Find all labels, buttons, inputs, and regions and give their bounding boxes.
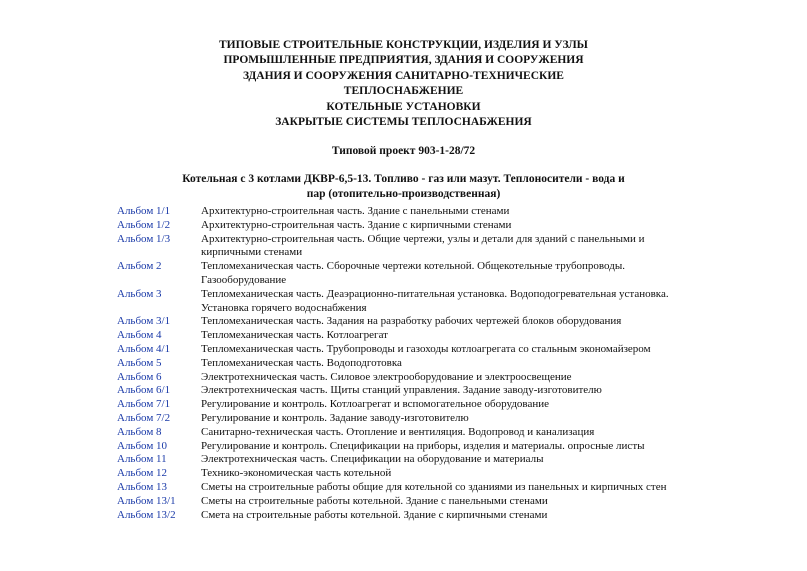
album-description-line: Регулирование и контроль. Задание заводу-изготовителю — [201, 411, 469, 424]
project-title-line: пар (отопительно-производственная) — [306, 187, 501, 200]
album-link[interactable]: Альбом 1/2 — [117, 218, 171, 231]
album-description-line: Тепломеханическая часть. Водоподготовка — [201, 356, 402, 369]
album-link[interactable]: Альбом 11 — [117, 453, 167, 466]
album-description-line: Тепломеханическая часть. Задания на разработку рабочих чертежей блоков оборудования — [201, 315, 622, 328]
album-row — [117, 384, 677, 398]
album-link[interactable]: Альбом 1/3 — [117, 232, 171, 245]
album-row — [117, 509, 677, 523]
project-title — [0, 172, 807, 201]
album-description — [201, 288, 677, 316]
album-description — [201, 329, 677, 343]
heading-line: ПРОМЫШЛЕННЫЕ ПРЕДПРИЯТИЯ, ЗДАНИЯ И СООРУЖЕНИЯ — [223, 54, 584, 67]
album-description — [201, 481, 677, 495]
album-description-line: Архитектурно-строительная часть. Общие чертежи, узлы и детали для зданий с панельными и — [201, 232, 645, 245]
album-row — [117, 315, 677, 329]
project-title-line: Котельная с 3 котлами ДКВР-6,5-13. Топливо - газ или мазут. Теплоносители - вода и — [182, 173, 625, 185]
album-row — [117, 371, 677, 385]
album-link[interactable]: Альбом 12 — [117, 467, 168, 480]
album-row — [117, 453, 677, 467]
album-description — [201, 205, 677, 219]
album-row — [117, 219, 677, 233]
album-description — [201, 357, 677, 371]
album-link[interactable]: Альбом 13/1 — [117, 494, 176, 507]
album-description-line: Установка горячего водоснабжения — [201, 301, 367, 314]
album-link[interactable]: Альбом 3/1 — [117, 315, 171, 328]
album-row — [117, 205, 677, 219]
album-link[interactable]: Альбом 6/1 — [117, 384, 171, 397]
album-link[interactable]: Альбом 6 — [117, 370, 162, 383]
album-description-line: Смета на строительные работы котельной. Здание с кирпичными стенами — [201, 508, 548, 521]
album-description-line: Электротехническая часть. Щиты станций управления. Задание заводу-изготовителю — [201, 384, 602, 397]
album-list — [117, 205, 677, 522]
album-description — [201, 233, 677, 261]
document-heading — [0, 38, 807, 130]
heading-line: ТЕПЛОСНАБЖЕНИЕ — [343, 85, 464, 98]
album-description — [201, 495, 677, 509]
album-description — [201, 509, 677, 523]
album-description — [201, 453, 677, 467]
album-description — [201, 384, 677, 398]
album-description — [201, 467, 677, 481]
album-description-line: Электротехническая часть. Силовое электрооборудование и электроосвещение — [201, 370, 572, 383]
album-description-line: Санитарно-техническая часть. Отопление и вентиляция. Водопровод и канализация — [201, 425, 595, 438]
heading-line: ТИПОВЫЕ СТРОИТЕЛЬНЫЕ КОНСТРУКЦИИ, ИЗДЕЛИЯ И УЗЛЫ — [219, 39, 588, 51]
album-description — [201, 315, 677, 329]
album-link[interactable]: Альбом 5 — [117, 356, 162, 369]
album-description-line: Архитектурно-строительная часть. Здание с панельными стенами — [201, 205, 510, 217]
album-link[interactable]: Альбом 13 — [117, 480, 168, 493]
heading-line: ЗДАНИЯ И СООРУЖЕНИЯ САНИТАРНО-ТЕХНИЧЕСКИЕ — [243, 69, 564, 82]
album-link[interactable]: Альбом 8 — [117, 425, 162, 438]
album-row — [117, 412, 677, 426]
album-row — [117, 467, 677, 481]
album-link[interactable]: Альбом 13/2 — [117, 508, 176, 521]
album-description-line: Регулирование и контроль. Котлоагрегат и вспомогательное оборудование — [201, 398, 550, 411]
album-description — [201, 412, 677, 426]
album-row — [117, 357, 677, 371]
album-description-line: Тепломеханическая часть. Сборочные чертежи котельной. Общекотельные трубопроводы. — [201, 260, 625, 273]
album-description — [201, 260, 677, 288]
album-link[interactable]: Альбом 2 — [117, 260, 162, 273]
album-description-line: Тепломеханическая часть. Деаэрационно-питательная установка. Водоподогревательная установка. — [201, 287, 669, 300]
album-description-line: кирпичными стенами — [201, 246, 303, 259]
project-number: Типовой проект 903-1-28/72 — [331, 145, 476, 157]
album-description-line: Тепломеханическая часть. Котлоагрегат — [201, 329, 388, 342]
album-description-line: Сметы на строительные работы общие для котельной со зданиями из панельных и кирпичных стен — [201, 480, 667, 493]
album-description — [201, 219, 677, 233]
album-description — [201, 426, 677, 440]
album-link[interactable]: Альбом 3 — [117, 287, 162, 300]
album-row — [117, 288, 677, 316]
album-description-line: Регулирование и контроль. Спецификации на приборы, изделия и материалы. опросные листы — [201, 439, 645, 452]
album-description-line: Тепломеханическая часть. Трубопроводы и газоходы котлоагрегата со стальным экономайзером — [201, 342, 651, 355]
album-row — [117, 398, 677, 412]
album-row — [117, 495, 677, 509]
album-link[interactable]: Альбом 4 — [117, 329, 162, 342]
album-row — [117, 260, 677, 288]
album-description — [201, 440, 677, 454]
album-description — [201, 398, 677, 412]
album-row — [117, 440, 677, 454]
heading-line: ЗАКРЫТЫЕ СИСТЕМЫ ТЕПЛОСНАБЖЕНИЯ — [275, 116, 532, 129]
heading-line: КОТЕЛЬНЫЕ УСТАНОВКИ — [326, 100, 481, 113]
album-row — [117, 426, 677, 440]
album-description — [201, 343, 677, 357]
album-row — [117, 329, 677, 343]
album-link[interactable]: Альбом 4/1 — [117, 342, 171, 355]
album-description-line: Электротехническая часть. Спецификации на оборудование и материалы — [201, 453, 544, 466]
album-row — [117, 343, 677, 357]
album-description-line: Газооборудование — [201, 273, 287, 286]
album-link[interactable]: Альбом 1/1 — [117, 205, 171, 217]
album-row — [117, 481, 677, 495]
album-description-line: Сметы на строительные работы котельной. Здание с панельными стенами — [201, 494, 548, 507]
album-link[interactable]: Альбом 7/2 — [117, 411, 171, 424]
album-description — [201, 371, 677, 385]
album-link[interactable]: Альбом 10 — [117, 439, 168, 452]
album-link[interactable]: Альбом 7/1 — [117, 398, 171, 411]
album-description-line: Технико-экономическая часть котельной — [201, 467, 392, 480]
album-row — [117, 233, 677, 261]
album-description-line: Архитектурно-строительная часть. Здание с кирпичными стенами — [201, 218, 512, 231]
